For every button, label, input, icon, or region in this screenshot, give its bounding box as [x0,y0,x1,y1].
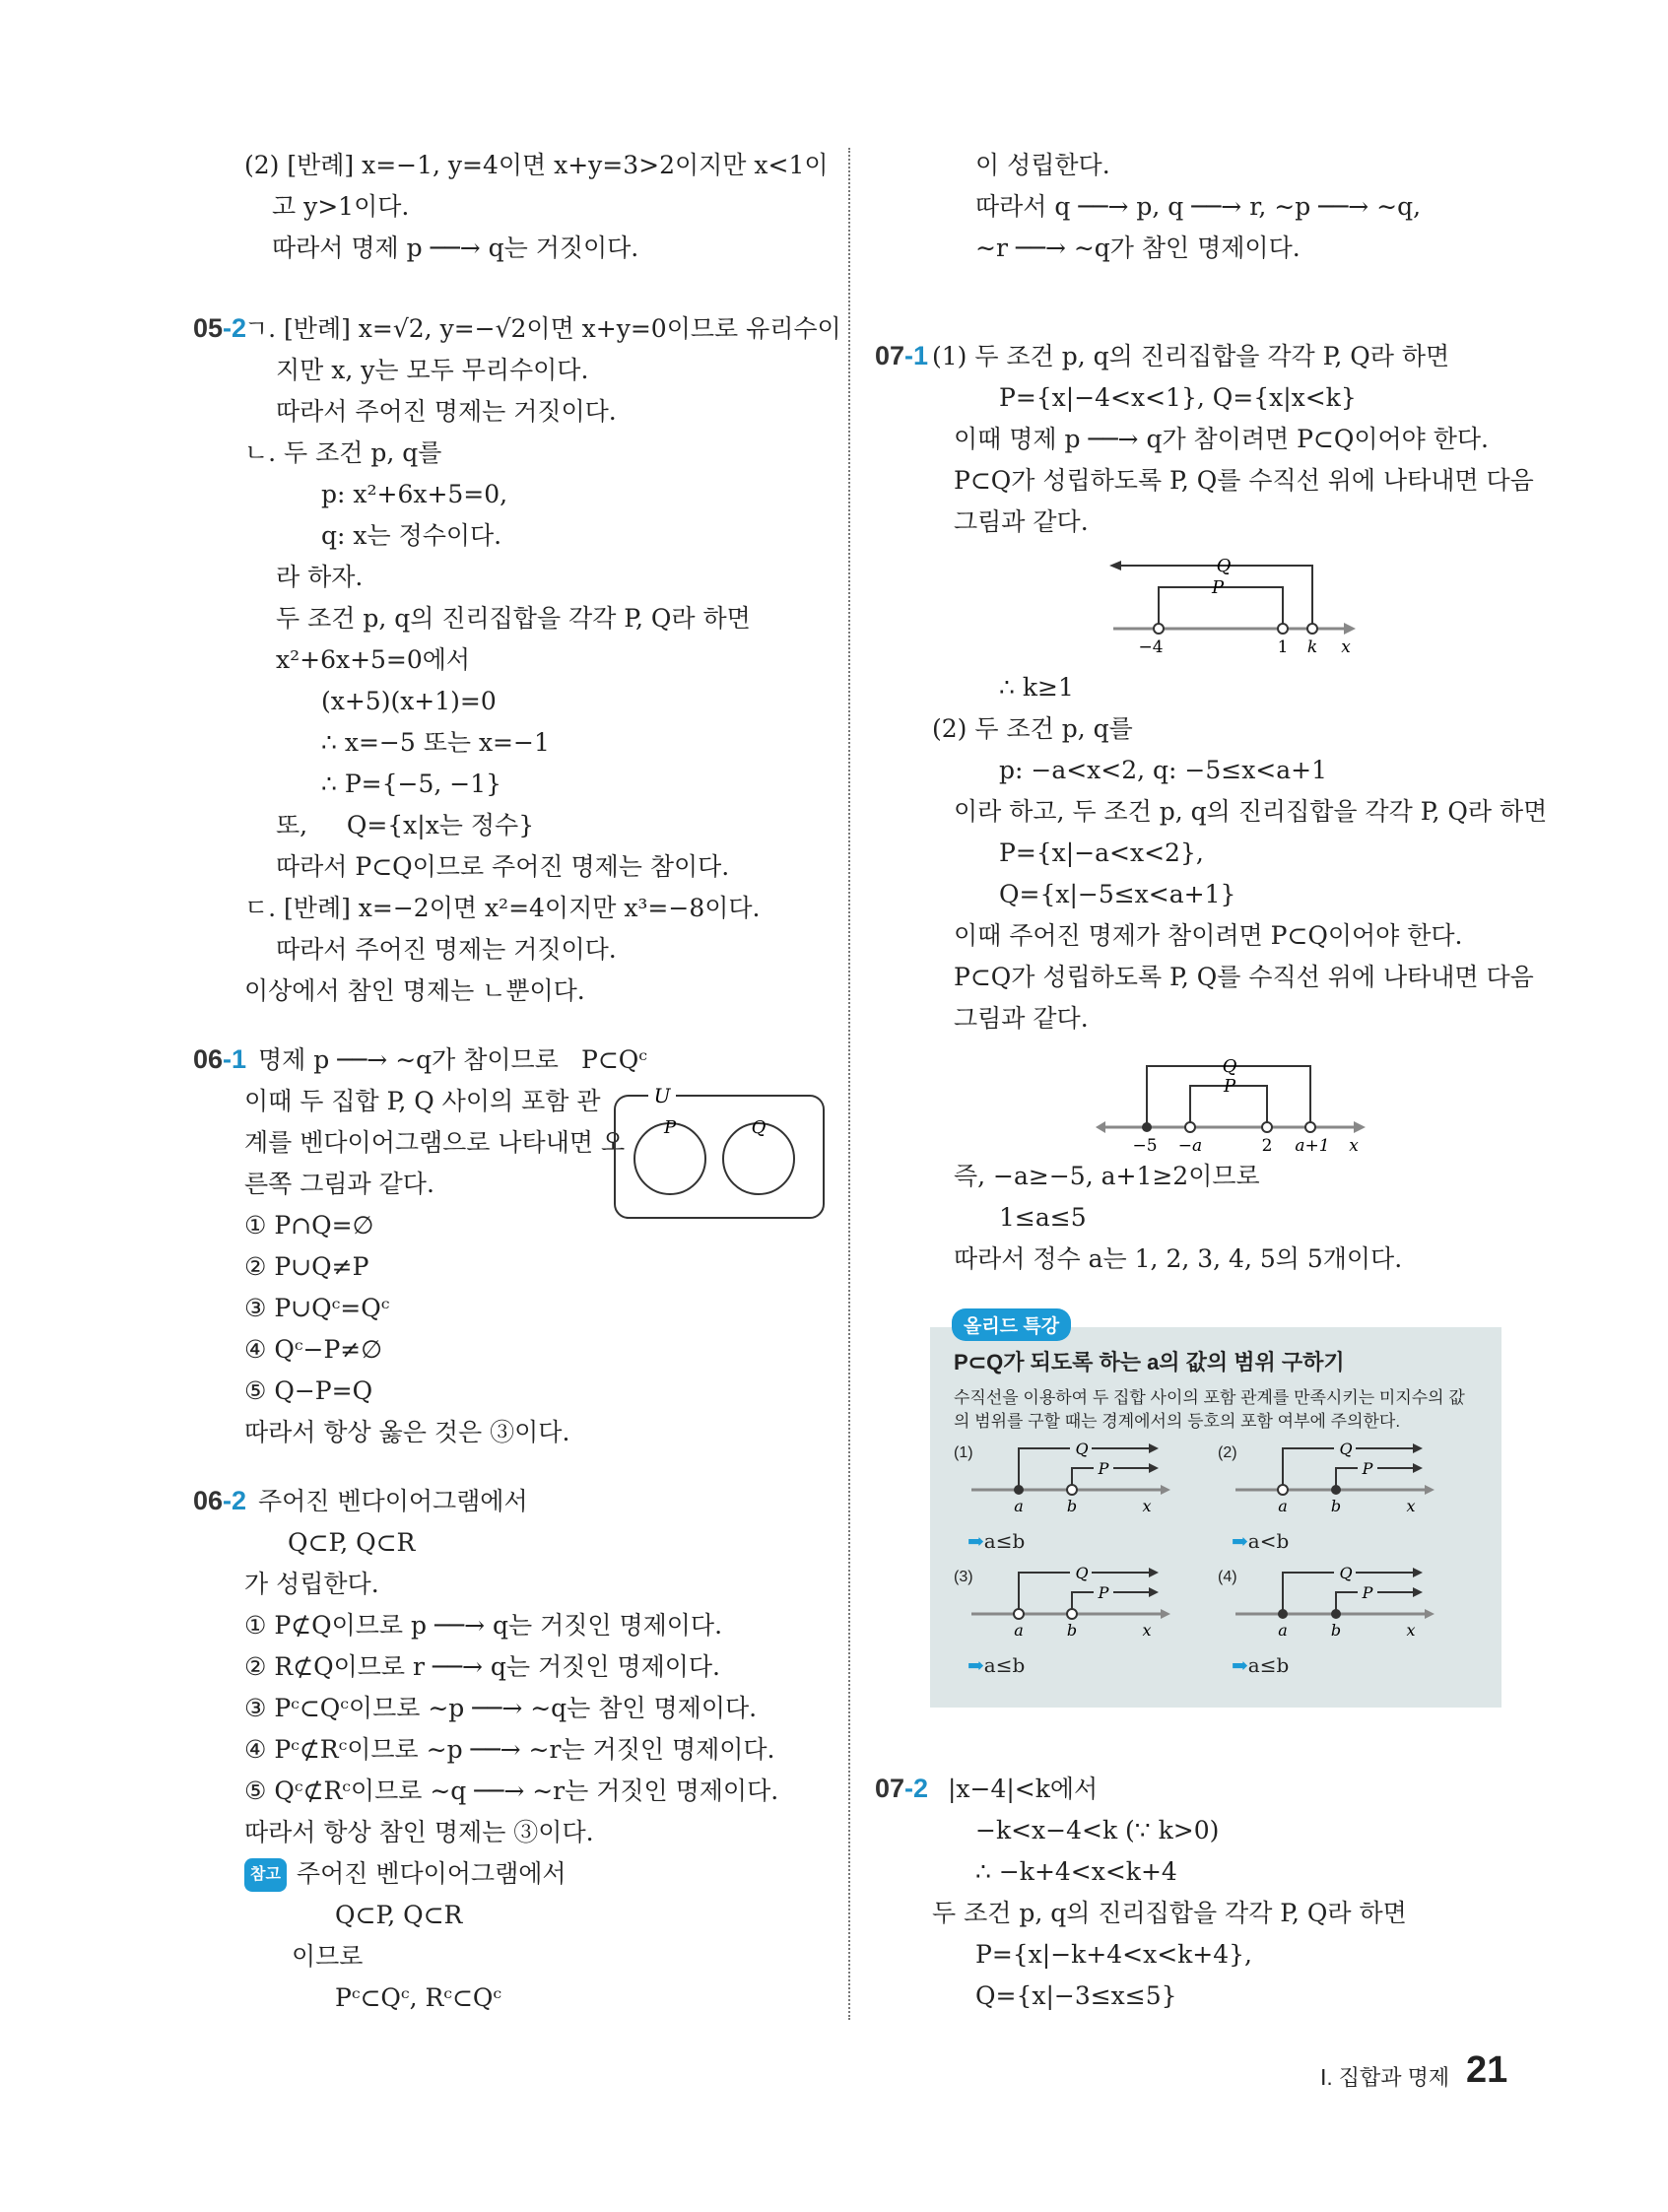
p062-option: ② R⊄Q이므로 r ──→ q는 거짓인 명제이다. [244,1652,720,1681]
tip-badge: 올리드 특강 [952,1308,1071,1341]
p061-option: ④ Qᶜ−P≠∅ [244,1335,383,1364]
venn-q-label: Q [751,1117,767,1138]
p072-line: Q={x|−3≤x≤5} [975,1981,1177,2010]
fig1-p-label: P [1211,577,1225,598]
p071-line: Q={x|−5≤x<a+1} [999,880,1236,908]
venn-diagram [611,1084,828,1222]
tip3-x: x [1142,1621,1152,1640]
fig1-axis-x: x [1341,637,1351,657]
p062-note-line: Q⊂P, Q⊂R [335,1901,463,1929]
p071-line: P⊂Q가 성립하도록 P, Q를 수직선 위에 나타내면 다음 [954,466,1534,495]
tip1-b: b [1066,1497,1078,1515]
tip-case-label: (3) [954,1569,973,1585]
arrow-right-icon: ➡ [967,1653,984,1677]
p072-line: −k<x−4<k (∵ k>0) [975,1816,1220,1844]
right-line: 이 성립한다. [975,151,1110,179]
p061-option: ① P∩Q=∅ [244,1211,374,1240]
tip3-q: Q [1075,1564,1089,1582]
p052-line: 두 조건 p, q의 진리집합을 각각 P, Q라 하면 [276,604,751,633]
problem-number-06-1: 06-1 [193,1044,247,1074]
p062-line: Q⊂P, Q⊂R [288,1528,416,1557]
p071-line: 따라서 정수 a는 1, 2, 3, 4, 5의 5개이다. [954,1244,1403,1273]
p052-line: ㄷ. [반례] x=−2이면 x²=4이지만 x³=−8이다. [244,894,761,922]
arrow-right-icon: ➡ [1232,1529,1248,1553]
fig1-tick-c: k [1306,637,1318,657]
fig2-tick-d: a+1 [1295,1136,1330,1156]
fig2-tick-b: −a [1177,1136,1203,1156]
p052-line: p: x²+6x+5=0, [321,480,508,508]
number-line-figure-2 [1096,1042,1371,1161]
tip1-a: a [1014,1497,1024,1515]
fig1-q-label: Q [1216,556,1232,576]
tip-result: ➡a≤b [1232,1653,1290,1677]
tip-result: ➡a≤b [967,1529,1026,1553]
fig1-tick-a: −4 [1138,637,1164,657]
tip4-b: b [1330,1621,1342,1640]
tip4-x: x [1406,1621,1416,1640]
tip-number-line-2 [1232,1439,1438,1517]
p071-line: ∴ k≥1 [999,673,1074,702]
tip4-q: Q [1339,1564,1353,1582]
p062-option: ③ Pᶜ⊂Qᶜ이므로 ∼p ──→ ∼q는 참인 명제이다. [244,1694,758,1722]
p052-line: 지만 x, y는 모두 무리수이다. [276,356,589,384]
tip-number-line-3 [967,1563,1174,1642]
p052-line: 라 하자. [276,563,364,591]
p062-option: ⑤ Qᶜ⊄Rᶜ이므로 ∼q ──→ ∼r는 거짓인 명제이다. [244,1776,779,1805]
p071-line: p: −a<x<2, q: −5≤x<a+1 [999,756,1327,784]
left-line: (2) [반례] x=−1, y=4이면 x+y=3>2이지만 x<1이 [244,151,829,179]
tip-title: P⊂Q가 되도록 하는 a의 값의 범위 구하기 [954,1350,1345,1374]
left-line: 고 y>1이다. [272,192,410,221]
tip-case-label: (4) [1218,1569,1237,1585]
right-line: ∼r ──→ ∼q가 참인 명제이다. [975,234,1301,262]
p071-line: P={x|−a<x<2}, [999,838,1204,867]
page-number: 21 [1466,2049,1508,2091]
tip3-b: b [1066,1621,1078,1640]
p061-line: P⊂Qᶜ [581,1045,647,1074]
tip-case-label: (2) [1218,1444,1237,1461]
p052-line: ∴ x=−5 또는 x=−1 [321,728,550,757]
fig2-axis-x: x [1349,1136,1359,1156]
tip-result: ➡a<b [1232,1529,1290,1553]
tip-text: 의 범위를 구할 때는 경계에서의 등호의 포함 여부에 주의한다. [954,1412,1401,1431]
tip-number-line-4 [1232,1563,1438,1642]
note-badge: 참고 [244,1858,287,1892]
p071-line: 1≤a≤5 [999,1203,1087,1232]
p072-line: |x−4|<k에서 [948,1775,1099,1803]
p052-line: q: x는 정수이다. [321,521,502,550]
p071-line: P⊂Q가 성립하도록 P, Q를 수직선 위에 나타내면 다음 [954,963,1534,991]
p061-line: 명제 p ──→ ∼q가 참이므로 [258,1045,559,1074]
tip2-x: x [1406,1497,1416,1515]
tip3-p: P [1098,1583,1109,1602]
tip1-x: x [1142,1497,1152,1515]
p062-option: ① P⊄Q이므로 p ──→ q는 거짓인 명제이다. [244,1611,723,1640]
p061-line: 따라서 항상 옳은 것은 ③이다. [244,1418,570,1446]
left-line: 따라서 명제 p ──→ q는 거짓이다. [272,234,639,262]
p071-line: (1) 두 조건 p, q의 진리집합을 각각 P, Q라 하면 [932,342,1450,370]
arrow-right-icon: ➡ [967,1529,984,1553]
right-line: 따라서 q ──→ p, q ──→ r, ∼p ──→ ∼q, [975,192,1422,221]
tip4-a: a [1278,1621,1288,1640]
problem-number-07-2: 07-2 [875,1774,929,1803]
p071-line: 이때 명제 p ──→ q가 참이려면 P⊂Q이어야 한다. [954,425,1489,453]
venn-p-label: P [663,1117,677,1138]
number-line-figure-1 [1103,544,1360,660]
tip1-p: P [1098,1459,1109,1478]
fig2-tick-a: −5 [1132,1136,1158,1156]
p061-line: 른쪽 그림과 같다. [244,1170,434,1198]
p052-line: 따라서 주어진 명제는 거짓이다. [276,935,617,964]
fig2-p-label: P [1223,1076,1236,1097]
problem-number-07-1: 07-1 [875,341,929,370]
p071-line: 그림과 같다. [954,507,1089,536]
p052-line: ㄴ. 두 조건 p, q를 [244,438,442,467]
problem-number-05-2: 05-2 [193,313,247,343]
p061-line: 계를 벤다이어그램으로 나타내면 오 [244,1128,626,1157]
p061-option: ⑤ Q−P=Q [244,1376,373,1405]
p071-line: P={x|−4<x<1}, Q={x|x<k} [999,383,1357,412]
p071-line: 이때 주어진 명제가 참이려면 P⊂Q이어야 한다. [954,921,1463,950]
p061-option: ③ P∪Qᶜ=Qᶜ [244,1294,390,1322]
p052-line: (x+5)(x+1)=0 [321,687,497,715]
fig1-tick-b: 1 [1277,637,1289,657]
venn-u-label: U [653,1084,671,1107]
p062-note-line: 이므로 [292,1942,364,1971]
p072-line: P={x|−k+4<x<k+4}, [975,1940,1252,1969]
tip1-q: Q [1075,1440,1089,1458]
p052-line: ∴ P={−5, −1} [321,770,502,798]
p071-line: 즉, −a≥−5, a+1≥2이므로 [954,1162,1260,1190]
column-divider [848,148,850,2020]
tip2-b: b [1330,1497,1342,1515]
p072-line: ∴ −k+4<x<k+4 [975,1857,1177,1886]
p071-line: (2) 두 조건 p, q를 [932,714,1133,743]
p062-note-line: Pᶜ⊂Qᶜ, Rᶜ⊂Qᶜ [335,1983,502,2012]
p052-line: 이상에서 참인 명제는 ㄴ뿐이다. [244,976,585,1005]
p071-line: 이라 하고, 두 조건 p, q의 진리집합을 각각 P, Q라 하면 [954,797,1548,826]
p052-line: ㄱ. [반례] x=√2, y=−√2이면 x+y=0이므로 유리수이 [244,314,841,343]
tip-result: ➡a≤b [967,1653,1026,1677]
fig2-q-label: Q [1222,1056,1237,1077]
p062-note [244,1858,567,1892]
p062-line: 주어진 벤다이어그램에서 [258,1487,528,1515]
tip-number-line-1 [967,1439,1174,1517]
fig2-tick-c: 2 [1261,1136,1273,1156]
tip4-p: P [1362,1583,1373,1602]
tip-text: 수직선을 이용하여 두 집합 사이의 포함 관계를 만족시키는 미지수의 값 [954,1388,1465,1407]
p061-line: 이때 두 집합 P, Q 사이의 포함 관 [244,1087,601,1115]
note-text: 주어진 벤다이어그램에서 [296,1859,567,1888]
p062-line: 가 성립한다. [244,1570,379,1598]
p061-option: ② P∪Q≠P [244,1252,369,1281]
p052-line: 또, Q={x|x는 정수} [276,811,535,839]
arrow-right-icon: ➡ [1232,1653,1248,1677]
tip-case-label: (1) [954,1444,973,1461]
tip2-q: Q [1339,1440,1353,1458]
p062-option: ④ Pᶜ⊄Rᶜ이므로 ∼p ──→ ∼r는 거짓인 명제이다. [244,1735,775,1764]
p071-line: 그림과 같다. [954,1004,1089,1033]
p052-line: 따라서 P⊂Q이므로 주어진 명제는 참이다. [276,852,730,881]
tip2-p: P [1362,1459,1373,1478]
section-footer: Ⅰ. 집합과 명제 [1320,2065,1450,2090]
tip3-a: a [1014,1621,1024,1640]
p052-line: 따라서 주어진 명제는 거짓이다. [276,397,617,426]
p072-line: 두 조건 p, q의 진리집합을 각각 P, Q라 하면 [932,1899,1407,1927]
p062-line: 따라서 항상 참인 명제는 ③이다. [244,1818,594,1846]
problem-number-06-2: 06-2 [193,1486,247,1515]
p052-line: x²+6x+5=0에서 [276,645,471,674]
tip2-a: a [1278,1497,1288,1515]
